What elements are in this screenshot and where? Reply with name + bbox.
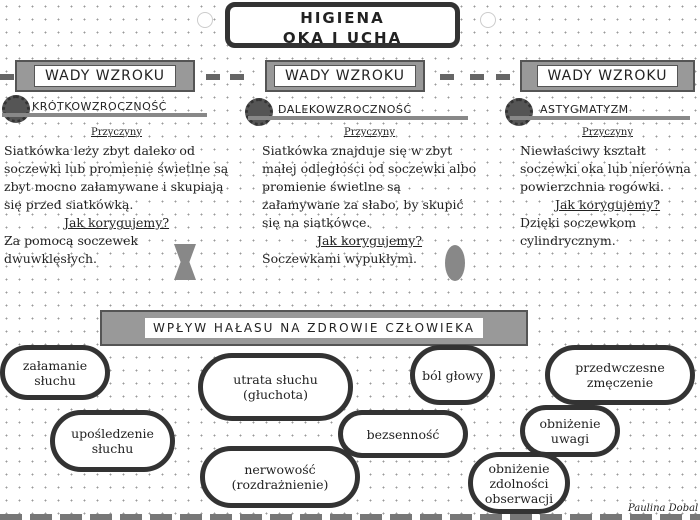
fix-label: Jak korygujemy?: [63, 215, 170, 230]
causes-label: Przyczyny: [581, 127, 634, 138]
fix-label: Jak korygujemy?: [316, 233, 423, 248]
fix-text: Za pomocą soczewek dwuwklęsłych.: [4, 233, 139, 266]
header-label: WADY WZROKU: [537, 65, 679, 87]
column-text: [520, 124, 695, 250]
cloud-bubble: [338, 410, 468, 458]
subtitle: ASTYGMATYZM: [510, 103, 690, 120]
header-label: WADY WZROKU: [34, 65, 176, 87]
cloud-bubble: [200, 446, 360, 508]
subtitle: KRÓTKOWZROCZNOŚĆ: [2, 100, 207, 117]
header-label: WADY WZROKU: [274, 65, 416, 87]
causes-label: Przyczyny: [343, 127, 396, 138]
column-text: [4, 124, 229, 268]
cloud-text: upośledzenie słuchu: [71, 426, 154, 456]
divider: [0, 74, 14, 80]
signature: Paulina Dobal: [628, 503, 699, 514]
punch-hole: [197, 12, 213, 28]
cloud-text: bezsenność: [366, 426, 440, 442]
title-line: HIGIENA: [300, 9, 385, 27]
cloud-text: przedwczesne zmęczenie: [575, 360, 665, 390]
fix-label: Jak korygujemy?: [554, 197, 661, 212]
cloud-text: obniżenie zdolności obserwacji: [484, 460, 554, 506]
divider: [496, 74, 510, 80]
bottom-divider: [0, 514, 700, 520]
column-text: [262, 124, 477, 268]
noise-banner: [100, 310, 528, 346]
causes-text: Siatkówka leży zbyt daleko od soczewki lub promienie świetlne są zbyt mocno załamywane i skupiają się przed siatkówką.: [4, 143, 229, 212]
cloud-bubble: [198, 353, 353, 421]
fix-text: Soczewkami wypukłymi.: [262, 251, 417, 266]
title-line: OKA I UCHA: [282, 29, 403, 47]
cloud-bubble: [410, 345, 495, 405]
section-header: [265, 60, 425, 92]
banner-label: WPŁYW HAŁASU NA ZDROWIE CZŁOWIEKA: [145, 318, 483, 338]
cloud-text: obniżenie uwagi: [539, 416, 601, 446]
page-title: [225, 2, 460, 48]
subtitle: DALEKOWZROCZNOŚĆ: [248, 103, 468, 120]
convex-lens-icon: [445, 245, 465, 281]
cloud-text: utrata słuchu (głuchota): [233, 372, 318, 402]
cloud-text: załamanie słuchu: [22, 357, 88, 388]
cloud-bubble: [0, 345, 110, 400]
cloud-text: ból głowy: [422, 367, 483, 383]
cloud-bubble: [50, 410, 175, 472]
divider: [440, 74, 454, 80]
causes-text: Niewłaściwy kształt soczewki oka lub nierówna powierzchnia rogówki.: [520, 143, 691, 194]
section-header: [520, 60, 695, 92]
fix-text: Dzięki soczewkom cylindrycznym.: [520, 215, 637, 248]
punch-hole: [480, 12, 496, 28]
causes-text: Siatkówka znajduje się w zbyt małej odległości od soczewki albo promienie świetlne są załamywane za słabo, by skupić się na siatkówce.: [262, 143, 477, 230]
section-header: [15, 60, 195, 92]
divider: [230, 74, 244, 80]
divider: [470, 74, 484, 80]
cloud-bubble: [545, 345, 695, 405]
cloud-bubble: [468, 452, 570, 514]
cloud-bubble: [520, 405, 620, 457]
cloud-text: nerwowość (rozdrażnienie): [231, 462, 329, 492]
divider: [206, 74, 220, 80]
causes-label: Przyczyny: [90, 127, 143, 138]
